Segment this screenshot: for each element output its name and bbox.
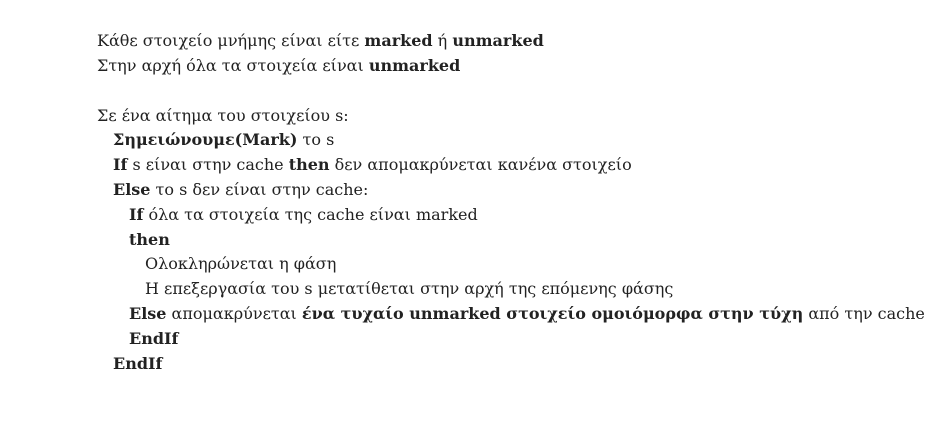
then-line [97, 228, 887, 253]
intro-line-initial-state [97, 54, 887, 79]
defer-to-next-phase [97, 277, 887, 302]
request-line [97, 104, 887, 129]
else-evict-random [97, 302, 925, 327]
keyword-if: If [113, 155, 128, 175]
text: το s δεν είναι στην cache: [150, 179, 369, 199]
text: από την cache [803, 303, 925, 323]
keyword-else: Else [113, 179, 151, 199]
phase-complete [97, 252, 887, 277]
text: Κάθε στοιχείο μνήμης είναι είτε [97, 31, 365, 50]
text: Στην αρχή όλα τα στοιχεία είναι [97, 55, 369, 75]
keyword-endif: EndIf [129, 328, 179, 348]
algorithm-document [97, 29, 925, 376]
keyword-unmarked: unmarked [452, 31, 544, 50]
keyword-endif: EndIf [113, 353, 163, 373]
endif-outer [97, 352, 887, 377]
intro-line-marked-state [97, 29, 887, 54]
text: ή [432, 31, 453, 50]
text: Ολοκληρώνεται η φάση [145, 254, 337, 274]
keyword-if: If [129, 204, 144, 224]
keyword-else: Else [129, 303, 167, 323]
keyword-then: then [288, 155, 330, 175]
keyword-marked: marked [364, 31, 433, 50]
keyword-unmarked: unmarked [368, 55, 461, 75]
blank-line [97, 79, 887, 104]
text: Η επεξεργασία του s μετατίθεται στην αρχή της επόμενης φάσης [145, 279, 674, 299]
text: Σε ένα αίτημα του στοιχείου s: [97, 105, 349, 125]
text: το s [297, 130, 335, 150]
eviction-rule: ένα τυχαίο unmarked στοιχείο ομοιόμορφα στην τύχη [301, 303, 804, 323]
text: s είναι στην cache [127, 155, 289, 175]
if-all-marked [97, 203, 887, 228]
mark-step [97, 128, 887, 153]
text: όλα τα στοιχεία της cache είναι marked [143, 204, 478, 224]
if-in-cache [97, 153, 887, 178]
keyword-then: then [129, 229, 170, 249]
endif-inner [97, 327, 887, 352]
else-not-in-cache [97, 178, 887, 203]
text: απομακρύνεται [166, 303, 302, 323]
text: δεν απομακρύνεται κανένα στοιχείο [329, 155, 632, 175]
keyword-mark: Σημειώνουμε(Mark) [113, 130, 298, 150]
